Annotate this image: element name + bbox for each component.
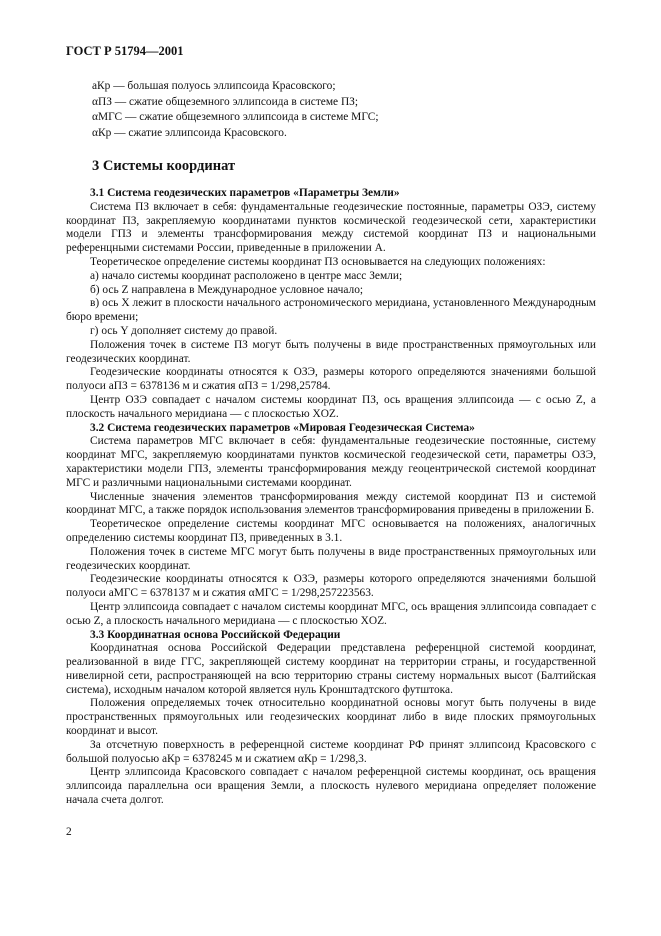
paragraph: Теоретическое определение системы координат ПЗ основывается на следующих положениях: [90, 255, 546, 268]
paragraph: Геодезические координаты относятся к ОЗЭ, размеры которого определяются значениями большой полуоси aМГС = 6378137 м и сжатия αМГС = 1/298,257223563. [66, 573, 596, 600]
paragraph: Координатная основа Российской Федерации представлена референцной системой координат, реализованной в виде ГГС, закрепляющей систему координат на территории страны, и государственной нивелирной сети, распространяющей на всю территорию страны систему нормальных высот (Балтийская система), исходным началом которой является нуль Кронштадтского футштока. [66, 642, 596, 696]
subsection-title-3-2: 3.2 Система геодезических параметров «Мировая Геодезическая Система» [90, 421, 475, 434]
definition-item: αКр — сжатие эллипсоида Красовского. [92, 126, 287, 139]
document-header: ГОСТ Р 51794—2001 [66, 44, 184, 58]
paragraph: Центр эллипсоида совпадает с началом системы координат МГС, ось вращения эллипсоида совпадает с осью Z, а плоскость начального меридиана — с плоскостью XOZ. [66, 600, 596, 627]
definition-item: αПЗ — сжатие общеземного эллипсоида в системе ПЗ; [92, 95, 359, 108]
paragraph: Положения точек в системе ПЗ могут быть получены в виде пространственных прямоугольных или геодезических координат. [66, 338, 596, 365]
symbol-definitions [92, 79, 379, 141]
paragraph: Положения определяемых точек относительно координатной основы могут быть получены в виде пространственных прямоугольных или геодезических координат либо в виде плоских прямоугольных координат и высот. [66, 697, 596, 738]
definition-item: aКр — большая полуось эллипсоида Красовского; [92, 80, 336, 92]
paragraph: Центр ОЗЭ совпадает с началом системы координат ПЗ, ось вращения эллипсоида — с осью Z, а плоскость начального меридиана — с плоскостью XOZ. [66, 393, 596, 420]
list-item: г) ось Y дополняет систему до правой. [90, 324, 278, 337]
subsection-title-3-3: 3.3 Координатная основа Российской Федерации [90, 628, 341, 641]
section-body [66, 187, 596, 808]
paragraph: Численные значения элементов трансформирования между системой координат ПЗ и системой координат МГС, а также порядок использования элементов трансформирования приведены в приложении Б. [66, 490, 596, 517]
paragraph: За отсчетную поверхность в референцной системе координат РФ принят эллипсоид Красовского с большой полуосью aКр = 6378245 м и сжатием αКр = 1/298,3. [66, 738, 596, 765]
section-title: 3 Системы координат [92, 158, 236, 174]
list-item: а) начало системы координат расположено в центре масс Земли; [90, 269, 403, 282]
paragraph: Положения точек в системе МГС могут быть получены в виде пространственных прямоугольных или геодезических координат. [66, 545, 596, 572]
paragraph: Теоретическое определение системы координат МГС основывается на положениях, аналогичных определению системы координат ПЗ, приведенных в 3.1. [66, 518, 596, 544]
definition-item: αМГС — сжатие общеземного эллипсоида в системе МГС; [92, 111, 379, 124]
subsection-title-3-1: 3.1 Система геодезических параметров «Параметры Земли» [90, 187, 400, 199]
paragraph: Система параметров МГС включает в себя: фундаментальные геодезические постоянные, систему координат МГС, закрепляемую координатами пунктов космической геодезической сети, параметры ОЗЭ, характеристики модели ГПЗ, элементы трансформирования между геоцентрической системой координат МГС и различными национальными системами координат. [66, 435, 596, 489]
page-number: 2 [66, 826, 72, 838]
list-item: в) ось X лежит в плоскости начального астрономического меридиана, установленного Международным бюро времени; [66, 297, 596, 324]
paragraph: Центр эллипсоида Красовского совпадает с началом референцной системы координат, ось вращения эллипсоида параллельна оси вращения Земли, а плоскость нулевого меридиана определяет положение начала счета долгот. [66, 766, 596, 807]
list-item: б) ось Z направлена в Международное условное начало; [90, 283, 364, 296]
paragraph: Система ПЗ включает в себя: фундаментальные геодезические постоянные, параметры ОЗЭ, систему координат ПЗ, закрепляемую координатами пунктов космической геодезической сети, характеристики модели ГПЗ и элементы трансформирования между системой координат ПЗ и национальными референцными системами России, приведенные в приложении А. [66, 200, 596, 255]
paragraph: Геодезические координаты относятся к ОЗЭ, размеры которого определяются значениями большой полуоси aПЗ = 6378136 м и сжатия αПЗ = 1/298,25784. [66, 366, 596, 393]
